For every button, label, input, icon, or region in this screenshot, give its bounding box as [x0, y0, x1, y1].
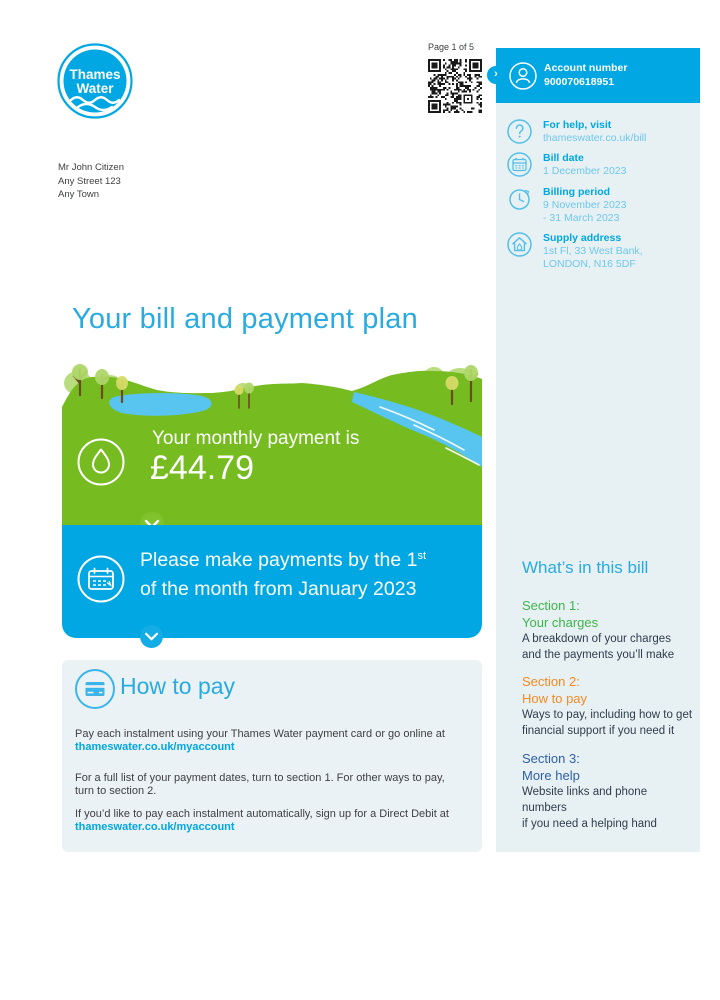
recipient-line: Any Town [58, 189, 100, 200]
monthly-payment-amount: £44.79 [150, 449, 254, 487]
logo-text-thames: Thames [69, 67, 121, 82]
page-indicator: Page 1 of 5 [428, 42, 475, 52]
chevron-down-icon [140, 625, 163, 648]
section2-desc: financial support if you need it [522, 725, 675, 737]
section2-desc: Ways to pay, including how to get [522, 709, 693, 721]
billing-period-label: Billing period [543, 186, 611, 198]
section1-name: Your charges [522, 615, 599, 630]
how-to-pay-paragraph: For a full list of your payment dates, turn to section 1. For other ways to pay, turn to section 2. [75, 772, 445, 797]
billing-period-start: 9 November 2023 [543, 199, 627, 211]
logo-text-water: Water [76, 81, 114, 96]
how-to-pay-paragraph: Pay each instalment using your Thames Water payment card or go online at thameswater.co.uk/myaccount [75, 728, 445, 753]
qr-code [428, 59, 482, 113]
how-to-pay-title: How to pay [120, 673, 236, 699]
bill-date-row [506, 151, 692, 178]
supply-address-line1: 1st Fl, 33 West Bank, [543, 245, 643, 257]
thames-water-logo [56, 42, 134, 120]
bill-contents-title: What’s in this bill [522, 558, 649, 577]
payment-schedule-card [62, 525, 482, 638]
chevron-right-icon[interactable]: › [487, 66, 505, 84]
section3-desc: numbers [522, 802, 567, 814]
help-info-row [506, 118, 692, 145]
how-to-pay-paragraph: If you’d like to pay each instalment automatically, sign up for a Direct Debit at thameswater.co.uk/myaccount [75, 808, 449, 833]
section3-summary [522, 750, 694, 832]
section2-summary [522, 673, 694, 739]
bill-date-label: Bill date [543, 152, 584, 164]
payment-card-icon [74, 668, 116, 710]
water-drop-icon [76, 437, 126, 487]
page-title: Your bill and payment plan [72, 303, 418, 335]
info-sidebar [496, 103, 700, 852]
recipient-line: Any Street 123 [58, 175, 121, 187]
calendar-icon [76, 554, 126, 604]
section3-desc: Website links and phone [522, 786, 648, 798]
section1-number: Section 1: [522, 598, 580, 613]
billing-period-row [506, 185, 692, 224]
account-number-label: Account number [544, 62, 628, 74]
section3-name: More help [522, 768, 580, 783]
clock-icon [506, 185, 533, 212]
home-icon [506, 231, 533, 258]
supply-address-label: Supply address [543, 232, 622, 244]
bill-date-value: 1 December 2023 [543, 165, 627, 177]
account-number-panel [496, 48, 700, 103]
section3-desc: if you need a helping hand [522, 818, 657, 830]
section1-desc: and the payments you’ll make [522, 649, 675, 661]
calendar-icon [506, 151, 533, 178]
supply-address-row [506, 231, 692, 270]
help-icon [506, 118, 533, 145]
billing-period-end: - 31 March 2023 [543, 212, 620, 224]
monthly-payment-label: Your monthly payment is [152, 428, 360, 449]
recipient-line: Mr John Citizen [58, 162, 124, 173]
help-label: For help, visit [543, 119, 612, 131]
section2-number: Section 2: [522, 674, 580, 689]
myaccount-link[interactable]: thameswater.co.uk/myaccount [75, 740, 235, 753]
account-number-value: 900070618951 [544, 76, 615, 88]
ordinal-suffix: st [417, 550, 427, 562]
help-link[interactable]: thameswater.co.uk/bill [543, 132, 647, 144]
section3-number: Section 3: [522, 751, 580, 766]
how-to-pay-panel [62, 660, 482, 852]
supply-address-line2: LONDON, N16 5DF [543, 258, 636, 270]
section1-desc: A breakdown of your charges [522, 633, 671, 645]
account-icon [508, 61, 538, 91]
myaccount-link[interactable]: thameswater.co.uk/myaccount [75, 820, 235, 833]
payment-schedule-text: Please make payments by the 1st of the month from January 2023 [140, 549, 427, 600]
section2-name: How to pay [522, 691, 588, 706]
section1-summary [522, 597, 694, 663]
recipient-address [58, 161, 124, 202]
